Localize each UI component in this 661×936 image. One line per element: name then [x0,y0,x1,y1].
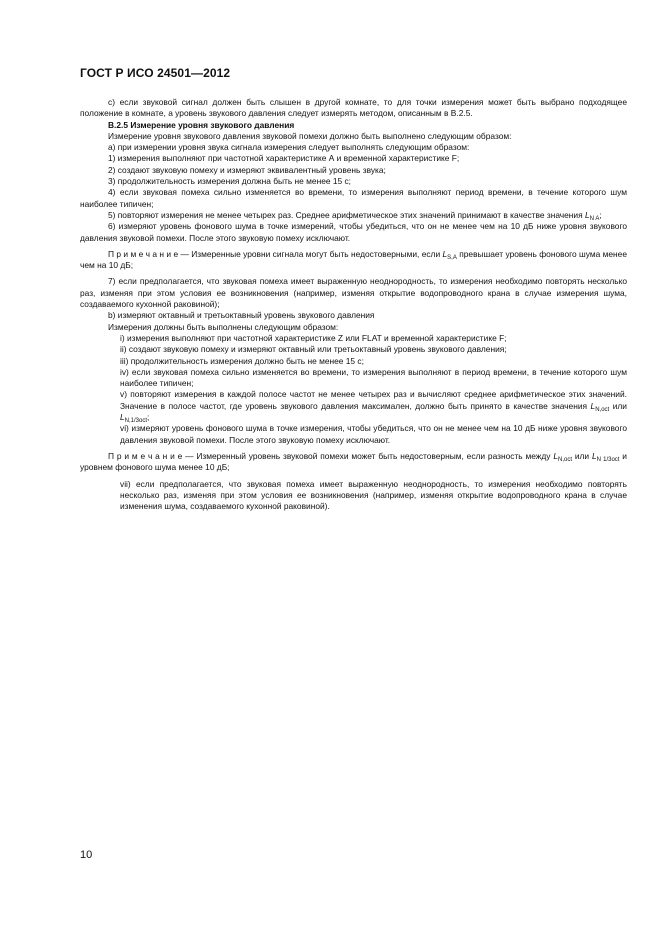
note-2-end: и уровнем фонового шума менее 10 дБ; [80,450,627,473]
subscript: N,oct [595,406,610,413]
note-2 [80,451,627,474]
list-item-b: b) измеряют октавный и третьоктавный уровень звукового давления [108,310,375,321]
document-header: ГОСТ Р ИСО 24501—2012 [80,66,231,80]
note-label: П р и м е ч а н и е [108,450,183,461]
note-1-text: — Измеренные уровни сигнала могут быть недостоверными, если [178,248,443,259]
list-item-3: 3) продолжительность измерения должна быть не менее 15 с; [108,176,352,187]
note-1-end: превышает уровень фонового шума менее чем на 10 дБ; [80,248,627,271]
paragraph-c: c) если звуковой сигнал должен быть слышен в другой комнате, то для точки измерения может быть выбрано подходящее положение в комнате, а уровень звукового давления следует измерять методом, описанным в В.2.5. [80,97,627,119]
subscript: N,1/3oct [124,418,148,425]
list-item-7: 7) если предполагается, что звуковая помеха имеет выраженную неоднородность, то измерения необходимо повторять несколько раз, изменяя при этом условия ее возникновения (например, изменяя открытие водопроводного крана в случае измерения шума, создаваемого кухонной раковиной); [80,276,627,310]
note-1 [80,249,627,272]
document-body [80,97,627,512]
list-item-vii: vii) если предполагается, что звуковая помеха имеет выраженную неоднородность, то измерения необходимо повторять несколько раз, изменяя при этом условия ее возникновения (например, изменяя открытие водопроводного крана в случае изменения шума, создаваемого кухонной раковиной). [120,478,627,512]
note-label: П р и м е ч а н и е [108,248,179,259]
list-item-5-text: 5) повторяют измерения не менее четырех раз. Среднее арифметическое этих значений принимают в качестве значения [108,209,585,220]
subscript: N,oct [558,456,573,463]
connector: или [609,400,627,411]
page-number: 10 [80,849,93,861]
subscript: N A [589,215,600,222]
subscript: N 1/3oct [596,456,620,463]
list-item-1: 1) измерения выполняют при частотной характеристике А и временной характеристике F; [108,153,460,164]
symbol-l: L [442,248,448,259]
symbol-l: L [590,400,596,411]
list-item-4: 4) если звуковая помеха сильно изменяется во времени, то измерения выполняют период времени, в течение которого шум наиболее типичен; [80,187,627,209]
paragraph-b-intro: Измерения должны быть выполнены следующим образом: [108,321,339,332]
list-item-vi: vi) измеряют уровень фонового шума в точке измерения, чтобы убедиться, что он не менее чем на 10 дБ ниже уровня звукового давления звуковой помехи. После этого звуковую помеху исключают. [120,423,627,445]
list-item-5 [80,210,627,221]
list-item-5-end: ; [599,209,602,220]
list-item-v [120,389,627,423]
connector: или [572,450,592,461]
symbol-l: L [553,450,558,461]
list-item-iii: iii) продолжительность измерения должно быть не менее 15 с; [120,355,364,366]
note-2-text: — Измеренный уровень звуковой помехи может быть недостоверным, если разность между [182,450,554,461]
symbol-l: L [591,450,597,461]
section-heading-b25: В.2.5 Измерение уровня звукового давления [108,119,295,130]
subscript: S,A [447,254,457,261]
symbol-l: L [584,209,590,220]
list-item-v-end: ; [147,412,150,423]
list-item-ii: ii) создают звуковую помеху и измеряют октавный или третьоктавный уровень звукового давления; [120,344,507,355]
list-item-iv: iv) если звуковая помеха сильно изменяется во времени, то измерения выполняют в период времени, в течение которого шум наиболее типичен; [120,366,627,389]
list-item-2: 2) создают звуковую помеху и измеряют эквивалентный уровень звука; [108,164,386,175]
list-item-a: а) при измерении уровня звука сигнала измерения следует выполнять следующим образом: [108,142,470,153]
list-item-6: 6) измеряют уровень фонового шума в точке измерений, чтобы убедиться, что он не менее чем на 10 дБ ниже уровня звукового давления звуковой помехи. После этого звуковую помеху исключают. [80,221,627,243]
list-item-i: i) измерения выполняют при частотной характеристике Z или FLAT и временной характеристике F; [120,332,507,343]
symbol-l: L [120,412,125,423]
paragraph-intro: Измерение уровня звукового давления звуковой помехи должно быть выполнено следующим образом: [108,130,512,141]
list-item-v-text: v) повторяют измерения в каждой полосе частот не менее четырех раз и вычисляют среднее арифметическое этих значений. Значение в полосе частот, где уровень звукового давления максимален, должно быть принято в качестве значения [120,389,627,411]
